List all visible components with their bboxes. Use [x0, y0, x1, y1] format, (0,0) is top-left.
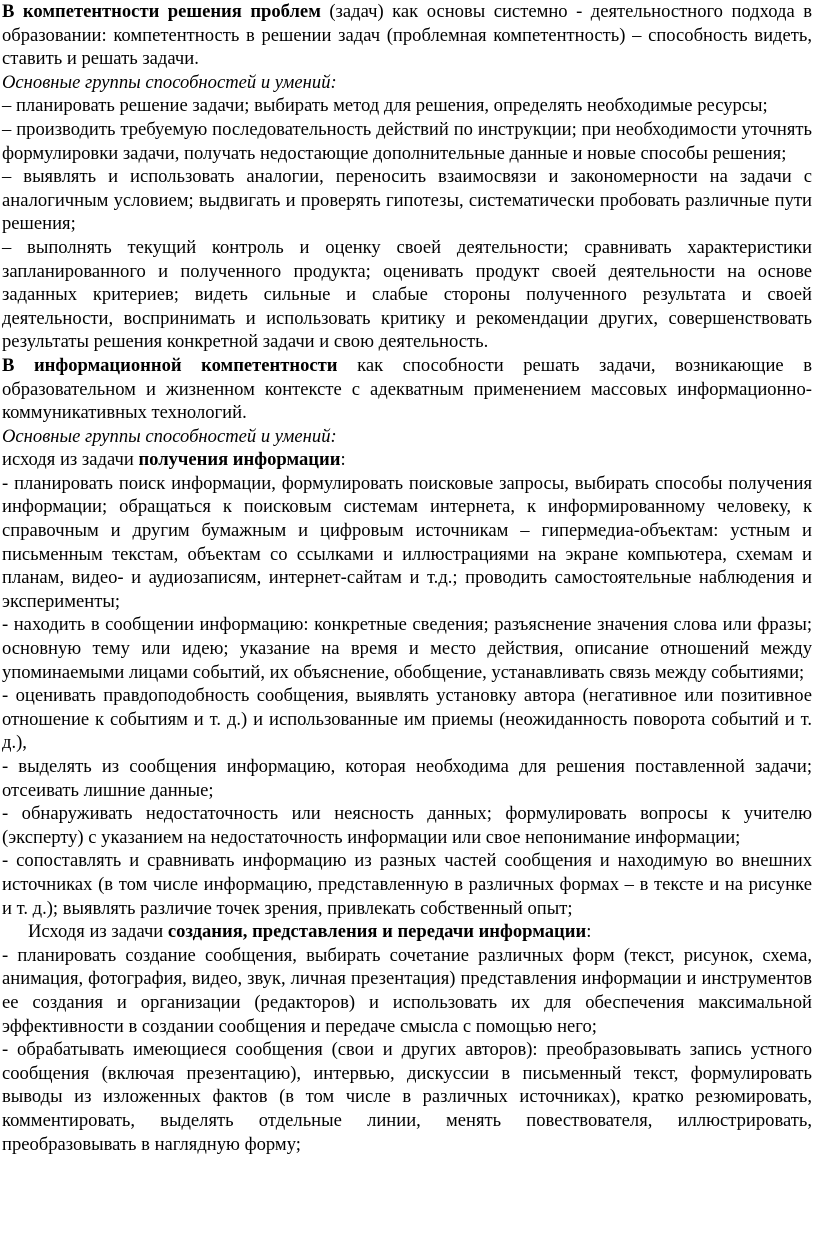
task1-bold-term: получения информации [138, 449, 341, 471]
information-item: - планировать поиск информации, формулировать поисковые запросы, выбирать способы получения информации; обращаться к поисковым системам интернета, к информированному человеку, к справочным и другим бумажным и цифровым источникам – гипермедиа-объектам: устным и письменным текстам, объектам со ссылками и иллюстрациями на экране компьютера, схемам и планам, видео- и аудиозаписям, интернет-сайтам и т.д.; проводить самостоятельные наблюдения и эксперименты; [2, 472, 812, 612]
creation-item: - планировать создание сообщения, выбирать сочетание различных форм (текст, рисунок, схема, анимация, фотография, видео, звук, личная презентация) представления информации и инструментов ее создания и организации (редакторов) и использовать их для обеспечения максимальной эффективности в создании сообщения и передаче смысла с помощью него; [2, 944, 812, 1037]
task1-prefix: исходя из задачи [2, 449, 139, 471]
information-item: - находить в сообщении информацию: конкретные сведения; разъяснение значения слова или фразы; основную тему или идею; указание на время и место действия, описание отношений между упоминаемыми лицами событий, их объяснение, обобщение, устанавливать связь между событиями; [2, 614, 812, 683]
problem-item: – планировать решение задачи; выбирать метод для решения, определять необходимые ресурсы; [2, 95, 768, 117]
problem-abilities-subheading: Основные группы способностей и умений: [2, 71, 337, 93]
creation-item: - обрабатывать имеющиеся сообщения (свои и других авторов): преобразовывать запись устного сообщения (включая презентацию), интервью, дискуссии в письменный текст, формулировать выводы из изложенных фактов (в том числе в различных источниках), кратко резюмировать, комментировать, выделять отдельные линии, менять повествователя, иллюстрировать, преобразовывать в наглядную форму; [2, 1039, 812, 1155]
information-item: - сопоставлять и сравнивать информацию из разных частей сообщения и находимую во внешних источниках (в том числе информацию, представленную в различных формах – в тексте и на рисунке и т. д.); выявлять различие точек зрения, привлекать собственный опыт; [2, 850, 812, 919]
task-getting-information-line [2, 448, 812, 472]
information-abilities-subheading: Основные группы способностей и умений: [2, 425, 337, 447]
information-competence-intro-text: как способности решать задачи, возникающие в образовательном и жизненном контексте с адекватным применением массовых информационно-коммуникативных технологий. [2, 354, 813, 424]
problem-competence-intro [2, 0, 812, 71]
problem-item: – выявлять и использовать аналогии, переносить взаимосвязи и закономерности на задачи с аналогичным условием; выдвигать и проверять гипотезы, систематически пробовать различные пути решения; [2, 166, 812, 235]
task2-suffix: : [586, 921, 592, 943]
information-competence-heading: В информационной компетентности [2, 354, 338, 376]
task1-suffix: : [340, 449, 346, 471]
task2-bold-term: создания, представления и передачи информации [167, 921, 587, 943]
task2-prefix: Исходя из задачи [28, 921, 168, 943]
information-item: - оценивать правдоподобность сообщения, выявлять установку автора (негативное или позитивное отношение к событиям и т. д.) и использованные им приемы (неожиданность поворота событий и т. д.), [2, 685, 812, 754]
problem-competence-intro-text: (задач) как основы системно - деятельностного подхода в образовании: компетентность в решении задач (проблемная компетентность) – способность видеть, ставить и решать задачи. [2, 1, 812, 70]
problem-item: – выполнять текущий контроль и оценку своей деятельности; сравнивать характеристики запланированного и полученного продукта; оценивать продукт своей деятельности на основе заданных критериев; видеть сильные и слабые стороны полученного результата и своей деятельности, воспринимать и использовать критику и рекомендации других, совершенствовать результаты решения конкретной задачи и свою деятельность. [2, 236, 812, 353]
problem-item: – производить требуемую последовательность действий по инструкции; при необходимости уточнять формулировки задачи, получать недостающие дополнительные данные и новые способы решения; [2, 118, 812, 164]
information-competence-intro [2, 354, 812, 425]
information-item: - выделять из сообщения информацию, которая необходима для решения поставленной задачи; отсеивать лишние данные; [2, 756, 812, 801]
information-item: - обнаруживать недостаточность или неясность данных; формулировать вопросы к учителю (эксперту) с указанием на недостаточность информации или свое непонимание информации; [2, 803, 812, 848]
task-creating-information-line [2, 920, 812, 944]
problem-competence-heading: В компетентности решения проблем [2, 1, 321, 22]
